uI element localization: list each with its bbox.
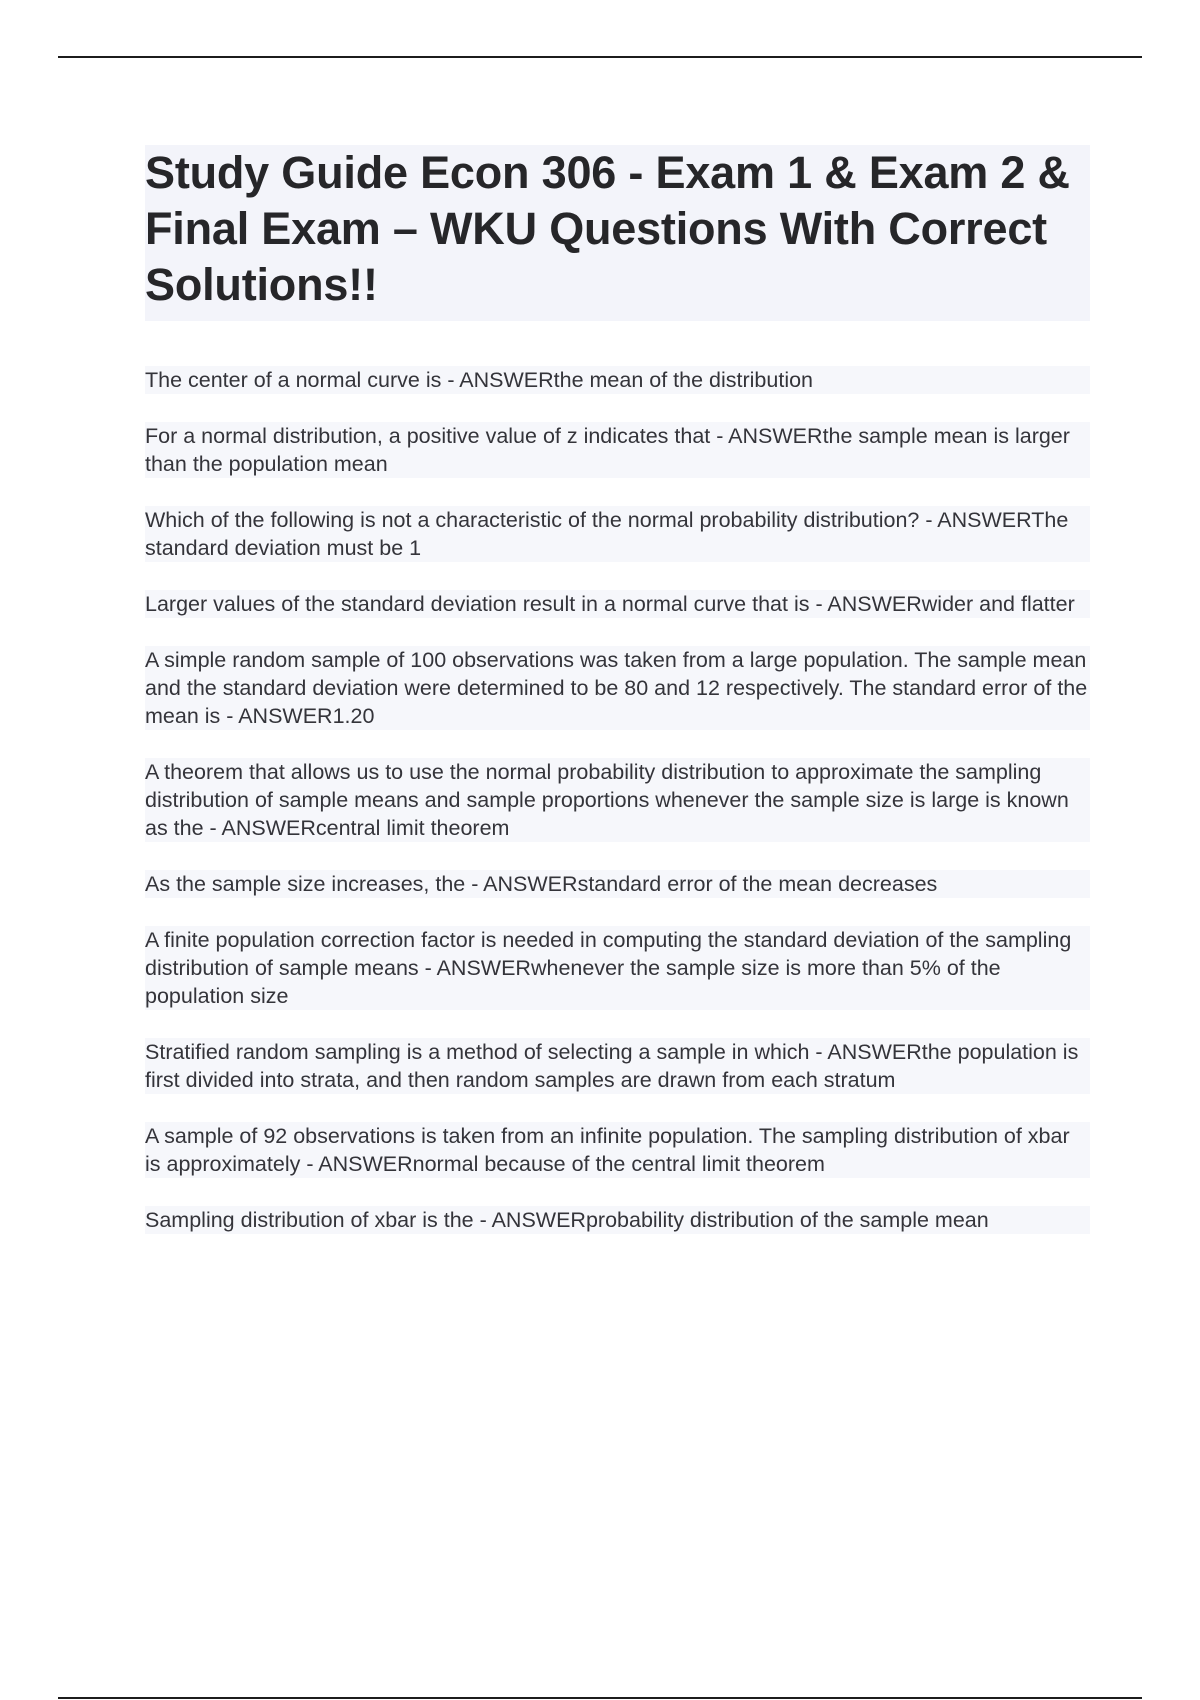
qa-answer: 1.20	[332, 704, 375, 728]
document-title: Study Guide Econ 306 - Exam 1 & Exam 2 & Final Exam – WKU Questions With Correct Solutions!!	[145, 147, 1070, 310]
qa-question: Sampling distribution of xbar is the	[145, 1208, 474, 1232]
qa-question: As the sample size increases, the	[145, 872, 466, 896]
qa-item	[145, 506, 1090, 562]
qa-answer: normal because of the central limit theorem	[412, 1152, 825, 1176]
answer-marker: - ANSWER	[220, 704, 333, 728]
answer-marker: - ANSWER	[300, 1152, 413, 1176]
qa-item	[145, 1206, 1090, 1234]
answer-marker: - ANSWER	[809, 1040, 922, 1064]
qa-question: Larger values of the standard deviation result in a normal curve that is	[145, 592, 810, 616]
qa-answer: whenever the sample size is more than 5% of the population size	[145, 956, 1001, 1008]
bottom-rule	[58, 1697, 1142, 1699]
qa-question: The center of a normal curve is	[145, 368, 442, 392]
qa-answer: The standard deviation must be 1	[145, 508, 1069, 560]
qa-item	[145, 926, 1090, 1010]
qa-question: A finite population correction factor is needed in computing the standard deviation of the sampling distribution of sample means	[145, 928, 1072, 980]
qa-question: For a normal distribution, a positive value of z indicates that	[145, 424, 711, 448]
qa-answer: the mean of the distribution	[553, 368, 814, 392]
answer-marker: - ANSWER	[919, 508, 1032, 532]
answer-marker: - ANSWER	[203, 816, 316, 840]
qa-item	[145, 646, 1090, 730]
qa-answer: the population is first divided into strata, and then random samples are drawn from each stratum	[145, 1040, 1079, 1092]
answer-marker: - ANSWER	[418, 956, 531, 980]
qa-item	[145, 422, 1090, 478]
qa-question: A theorem that allows us to use the normal probability distribution to approximate the sampling distribution of sample means and sample proportions whenever the sample size is large is known as the	[145, 760, 1069, 840]
qa-question: Stratified random sampling is a method of selecting a sample in which	[145, 1040, 810, 1064]
answer-marker: - ANSWER	[809, 592, 922, 616]
qa-answer: probability distribution of the sample mean	[585, 1208, 989, 1232]
answer-marker: - ANSWER	[465, 872, 578, 896]
qa-item	[145, 870, 1090, 898]
title-block	[145, 145, 1090, 321]
qa-answer: the sample mean is larger than the population mean	[145, 424, 1070, 476]
top-rule	[58, 56, 1142, 58]
qa-answer: standard error of the mean decreases	[577, 872, 938, 896]
answer-marker: - ANSWER	[473, 1208, 586, 1232]
document-body	[145, 145, 1090, 1262]
qa-item	[145, 1038, 1090, 1094]
qa-question: Which of the following is not a characteristic of the normal probability distribution?	[145, 508, 920, 532]
qa-answer: wider and flatter	[921, 592, 1075, 616]
qa-item	[145, 1122, 1090, 1178]
qa-question: A sample of 92 observations is taken from an infinite population. The sampling distribution of xbar is approximately	[145, 1124, 1070, 1176]
answer-marker: - ANSWER	[441, 368, 554, 392]
qa-answer: central limit theorem	[315, 816, 510, 840]
qa-item	[145, 758, 1090, 842]
qa-item	[145, 366, 1090, 394]
qa-item	[145, 590, 1090, 618]
qa-question: A simple random sample of 100 observations was taken from a large population. The sample mean and the standard deviation were determined to be 80 and 12 respectively. The standard error of the mean is	[145, 648, 1088, 728]
qa-list	[145, 366, 1090, 1262]
answer-marker: - ANSWER	[710, 424, 823, 448]
